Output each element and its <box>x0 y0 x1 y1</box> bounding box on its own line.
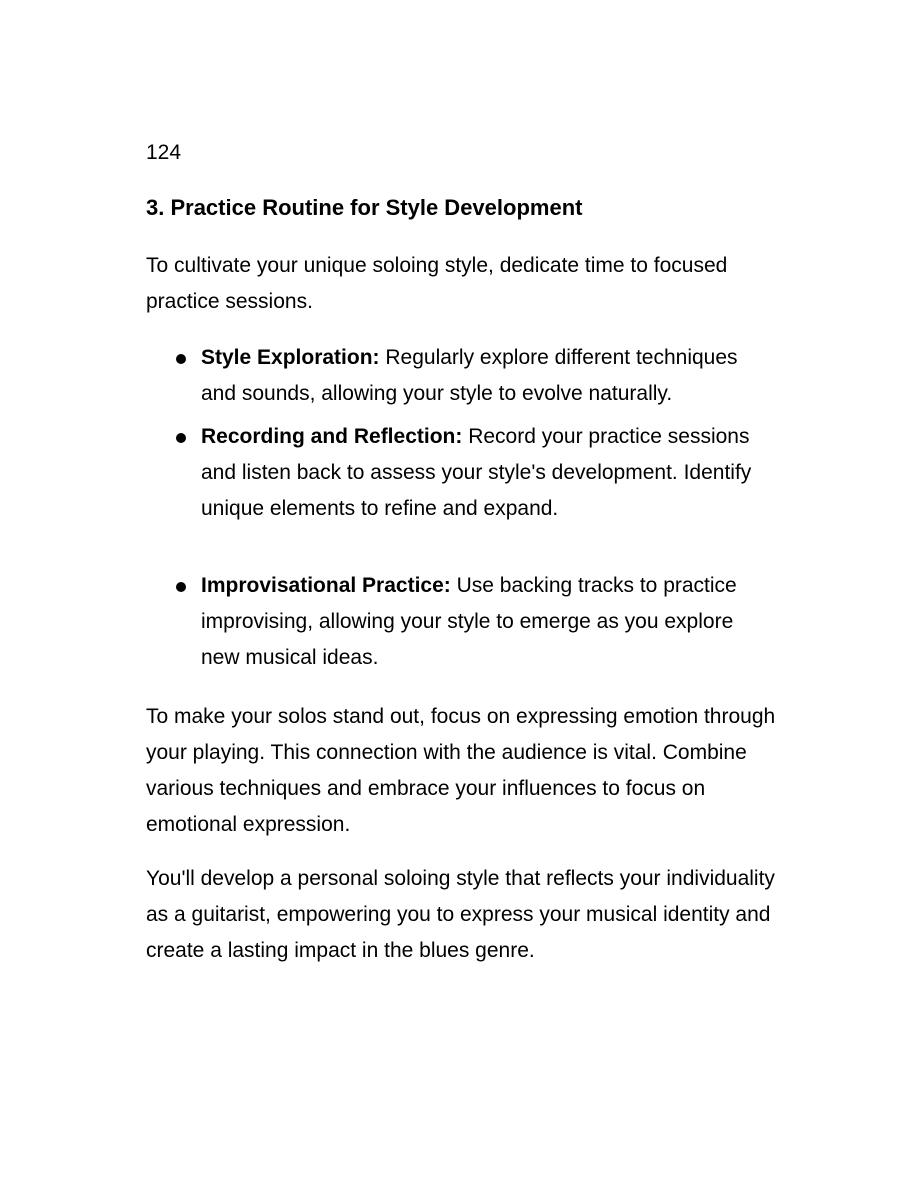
intro-paragraph: To cultivate your unique soloing style, dedicate time to focused practice sessions. <box>146 254 728 313</box>
bullet-title: Improvisational Practice: <box>201 574 451 597</box>
bullet-title: Style Exploration: <box>201 346 380 369</box>
bullet-item-improvisational-practice <box>201 568 773 676</box>
body-paragraph-emotion: To make your solos stand out, focus on expressing emotion through your playing. This connection with the audience is vital. Combine various techniques and embrace your influences to focus on emotional expression. <box>146 705 776 836</box>
page-number: 124 <box>146 141 182 164</box>
bullet-dot-icon <box>176 582 186 592</box>
bullet-text: Record your practice sessions and listen back to assess your style's development. Identify unique elements to refine and expand. <box>201 425 752 520</box>
bullet-text: Regularly explore different techniques and sounds, allowing your style to evolve naturally. <box>201 346 738 405</box>
body-paragraph-conclusion: You'll develop a personal soloing style that reflects your individuality as a guitarist, empowering you to express your musical identity and create a lasting impact in the blues genre. <box>146 867 775 962</box>
bullet-text: Use backing tracks to practice improvising, allowing your style to emerge as you explore new musical ideas. <box>201 574 737 669</box>
bullet-item-recording-reflection <box>201 419 773 527</box>
section-heading: 3. Practice Routine for Style Development <box>146 195 583 220</box>
bullet-dot-icon <box>176 354 186 364</box>
bullet-dot-icon <box>176 433 186 443</box>
bullet-title: Recording and Reflection: <box>201 425 463 448</box>
bullet-item-style-exploration <box>201 340 773 412</box>
